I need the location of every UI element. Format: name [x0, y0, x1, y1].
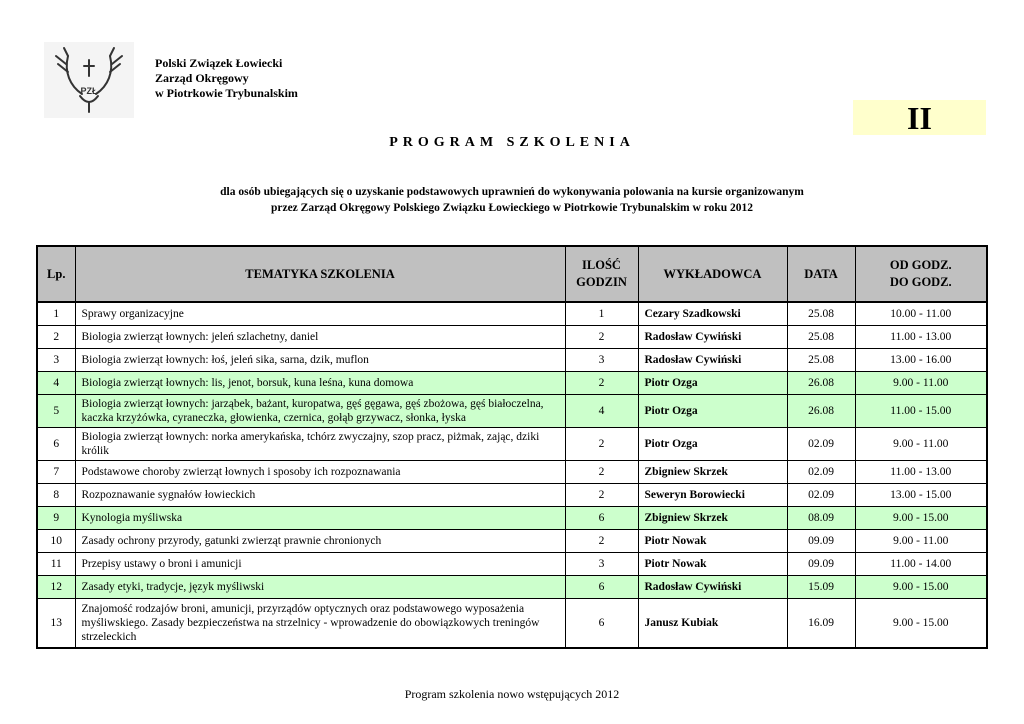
cell-time: 11.00 - 14.00	[855, 553, 987, 576]
header-hours-line: GODZIN	[576, 275, 627, 289]
cell-lecturer: Radosław Cywiński	[638, 576, 787, 599]
cell-topic: Rozpoznawanie sygnałów łowieckich	[75, 484, 565, 507]
table-row	[37, 530, 987, 553]
cell-hours: 6	[565, 576, 638, 599]
cell-topic: Przepisy ustawy o broni i amunicji	[75, 553, 565, 576]
cell-time: 11.00 - 13.00	[855, 461, 987, 484]
cell-date: 25.08	[787, 326, 855, 349]
cell-date: 25.08	[787, 349, 855, 372]
cell-hours: 2	[565, 326, 638, 349]
cell-date: 16.09	[787, 599, 855, 649]
cell-lecturer: Piotr Ozga	[638, 372, 787, 395]
cell-lecturer: Radosław Cywiński	[638, 326, 787, 349]
org-line: Polski Związek Łowiecki	[155, 56, 283, 70]
cell-topic: Znajomość rodzajów broni, amunicji, przyrządów optycznych oraz podstawowego wyposażenia myśliwskiego. Zasady bezpieczeństwa na strzelnicy - wprowadzenie do obowiązkowych treningów strzeleckich	[75, 599, 565, 649]
pzl-antlers-cross-logo-icon	[44, 42, 134, 118]
header-lecturer: WYKŁADOWCA	[638, 246, 787, 302]
cell-lecturer: Piotr Nowak	[638, 553, 787, 576]
cell-lp: 6	[37, 428, 75, 461]
cell-lp: 2	[37, 326, 75, 349]
cell-time: 9.00 - 11.00	[855, 530, 987, 553]
subtitle-line: przez Zarząd Okręgowy Polskiego Związku Łowieckiego w Piotrkowie Trybunalskim w roku 2012	[270, 202, 754, 214]
cell-lp: 11	[37, 553, 75, 576]
cell-lp: 8	[37, 484, 75, 507]
cell-lecturer: Piotr Ozga	[638, 428, 787, 461]
cell-topic: Zasady etyki, tradycje, język myśliwski	[75, 576, 565, 599]
cell-hours: 2	[565, 461, 638, 484]
cell-lp: 9	[37, 507, 75, 530]
cell-lp: 13	[37, 599, 75, 649]
header-lp: Lp.	[37, 246, 75, 302]
organization-name	[155, 56, 298, 101]
cell-topic: Kynologia myśliwska	[75, 507, 565, 530]
cell-topic: Biologia zwierząt łownych: norka amerykańska, tchórz zwyczajny, szop pracz, piżmak, zając, dziki królik	[75, 428, 565, 461]
table-row	[37, 372, 987, 395]
logo-text: PZŁ	[80, 86, 98, 96]
cell-hours: 3	[565, 553, 638, 576]
table-row	[37, 349, 987, 372]
table-row	[37, 428, 987, 461]
table-row	[37, 553, 987, 576]
pzl-logo	[44, 42, 134, 118]
cell-lp: 5	[37, 395, 75, 428]
cell-date: 08.09	[787, 507, 855, 530]
cell-lp: 10	[37, 530, 75, 553]
cell-date: 25.08	[787, 302, 855, 326]
cell-lecturer: Radosław Cywiński	[638, 349, 787, 372]
course-number-badge: II	[853, 100, 986, 135]
cell-lecturer: Piotr Nowak	[638, 530, 787, 553]
table-row	[37, 461, 987, 484]
cell-topic: Sprawy organizacyjne	[75, 302, 565, 326]
header-time-line: OD GODZ.	[889, 258, 952, 272]
cell-time: 9.00 - 11.00	[855, 372, 987, 395]
cell-time: 11.00 - 13.00	[855, 326, 987, 349]
cell-topic: Biologia zwierząt łownych: łoś, jeleń sika, sarna, dzik, muflon	[75, 349, 565, 372]
cell-lecturer: Janusz Kubiak	[638, 599, 787, 649]
cell-date: 26.08	[787, 395, 855, 428]
cell-hours: 4	[565, 395, 638, 428]
cell-time: 9.00 - 15.00	[855, 599, 987, 649]
header-topic: TEMATYKA SZKOLENIA	[75, 246, 565, 302]
table-row	[37, 484, 987, 507]
cell-hours: 3	[565, 349, 638, 372]
subtitle-line: dla osób ubiegających się o uzyskanie podstawowych uprawnień do wykonywania polowania na kursie organizowanym	[220, 186, 804, 198]
cell-topic: Podstawowe choroby zwierząt łownych i sposoby ich rozpoznawania	[75, 461, 565, 484]
cell-lp: 4	[37, 372, 75, 395]
cell-lecturer: Piotr Ozga	[638, 395, 787, 428]
header-time-line: DO GODZ.	[889, 275, 952, 289]
cell-date: 15.09	[787, 576, 855, 599]
cell-lp: 12	[37, 576, 75, 599]
table-header-row	[37, 246, 987, 302]
cell-hours: 6	[565, 507, 638, 530]
cell-lp: 3	[37, 349, 75, 372]
table-row	[37, 599, 987, 649]
cell-date: 09.09	[787, 530, 855, 553]
cell-lecturer: Cezary Szadkowski	[638, 302, 787, 326]
cell-lecturer: Zbigniew Skrzek	[638, 507, 787, 530]
org-line: w Piotrkowie Trybunalskim	[155, 86, 298, 100]
cell-date: 02.09	[787, 461, 855, 484]
cell-lecturer: Seweryn Borowiecki	[638, 484, 787, 507]
cell-time: 10.00 - 11.00	[855, 302, 987, 326]
cell-hours: 1	[565, 302, 638, 326]
cell-time: 11.00 - 15.00	[855, 395, 987, 428]
cell-date: 09.09	[787, 553, 855, 576]
header-time	[855, 246, 987, 302]
training-program-table	[36, 245, 988, 649]
cell-lp: 7	[37, 461, 75, 484]
cell-hours: 2	[565, 428, 638, 461]
table-row	[37, 507, 987, 530]
header-hours	[565, 246, 638, 302]
cell-hours: 2	[565, 530, 638, 553]
cell-topic: Biologia zwierząt łownych: jeleń szlachetny, daniel	[75, 326, 565, 349]
cell-hours: 6	[565, 599, 638, 649]
cell-time: 13.00 - 15.00	[855, 484, 987, 507]
cell-time: 13.00 - 16.00	[855, 349, 987, 372]
page-footer: Program szkolenia nowo wstępujących 2012	[404, 687, 620, 701]
cell-time: 9.00 - 15.00	[855, 507, 987, 530]
page-subtitle	[0, 184, 1024, 216]
cell-topic: Biologia zwierząt łownych: jarząbek, bażant, kuropatwa, gęś gęgawa, gęś zbożowa, gęś białoczelna, kaczka krzyżówka, cyraneczka, głowienka, czernica, gołąb grzywacz, słonka, łyska	[75, 395, 565, 428]
cell-topic: Biologia zwierząt łownych: lis, jenot, borsuk, kuna leśna, kuna domowa	[75, 372, 565, 395]
cell-date: 02.09	[787, 484, 855, 507]
cell-date: 02.09	[787, 428, 855, 461]
header-hours-line: ILOŚĆ	[582, 258, 621, 272]
cell-lecturer: Zbigniew Skrzek	[638, 461, 787, 484]
table-row	[37, 576, 987, 599]
cell-lp: 1	[37, 302, 75, 326]
page-title: PROGRAM SZKOLENIA	[389, 135, 635, 150]
header-date: DATA	[787, 246, 855, 302]
cell-hours: 2	[565, 372, 638, 395]
table-row	[37, 302, 987, 326]
cell-topic: Zasady ochrony przyrody, gatunki zwierząt prawnie chronionych	[75, 530, 565, 553]
table-row	[37, 326, 987, 349]
table-row	[37, 395, 987, 428]
cell-hours: 2	[565, 484, 638, 507]
org-line: Zarząd Okręgowy	[155, 71, 249, 85]
cell-time: 9.00 - 11.00	[855, 428, 987, 461]
cell-time: 9.00 - 15.00	[855, 576, 987, 599]
cell-date: 26.08	[787, 372, 855, 395]
